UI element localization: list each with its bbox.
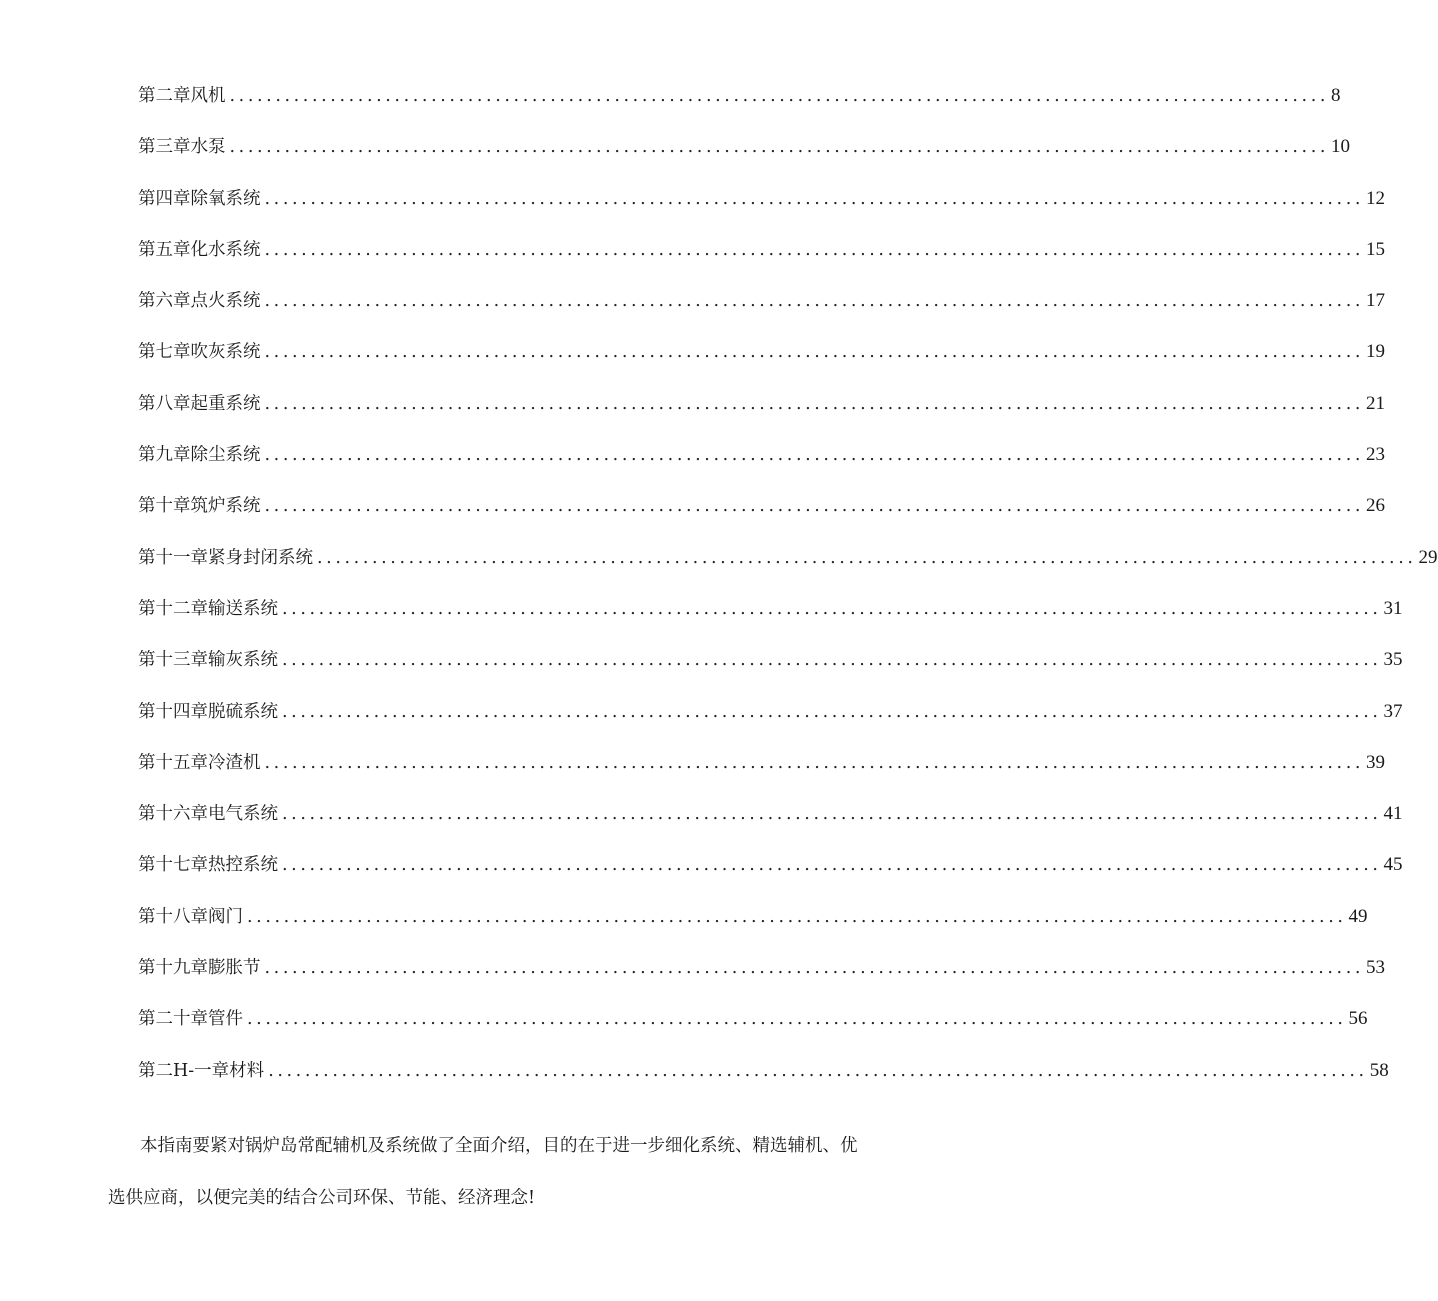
toc-entry[interactable] <box>138 1007 1368 1058</box>
toc-leader-dots: ........................................................................................................................ <box>264 188 1365 209</box>
toc-entry[interactable] <box>138 905 1368 956</box>
toc-leader-dots: ........................................................................................................................ <box>229 137 1330 158</box>
table-of-contents <box>138 84 1438 1110</box>
toc-entry-title: 第十四章脱硫系统 <box>138 701 278 722</box>
toc-leader-dots: ........................................................................................................................ <box>264 239 1365 260</box>
toc-leader-dots: ........................................................................................................................ <box>264 342 1365 363</box>
toc-entry-page: 23 <box>1366 444 1386 466</box>
intro-paragraph: 本指南要紧对锅炉岛常配辅机及系统做了全面介绍，目的在于进一步细化系统、精选辅机、优选供应商，以便完美的结合公司环保、节能、经济理念! <box>108 1136 858 1208</box>
toc-entry-page: 45 <box>1383 854 1403 876</box>
toc-entry[interactable] <box>138 340 1386 391</box>
toc-entry[interactable] <box>138 443 1386 494</box>
toc-leader-dots: ........................................................................................................................ <box>282 650 1382 671</box>
toc-entry-title: 第十三章输灰系统 <box>138 650 278 671</box>
toc-entry[interactable] <box>138 853 1403 904</box>
toc-entry-page: 53 <box>1366 957 1386 979</box>
toc-leader-dots: ........................................................................................................................ <box>264 958 1365 979</box>
toc-entry[interactable] <box>138 135 1351 186</box>
toc-entry-title: 第十八章阀门 <box>138 906 243 927</box>
toc-leader-dots: ........................................................................................................................ <box>264 752 1365 773</box>
toc-entry-title: 第十五章冷渣机 <box>138 752 261 773</box>
toc-entry[interactable] <box>138 648 1403 699</box>
toc-leader-dots: ........................................................................................................................ <box>264 393 1365 414</box>
toc-entry[interactable] <box>138 494 1386 545</box>
toc-leader-dots: ........................................................................................................................ <box>247 1009 1347 1030</box>
toc-leader-dots: ........................................................................................................................ <box>317 547 1417 568</box>
toc-leader-dots: ........................................................................................................................ <box>282 701 1382 722</box>
toc-entry[interactable] <box>138 238 1386 289</box>
toc-entry-title: 第十章筑炉系统 <box>138 496 261 517</box>
toc-entry-page: 31 <box>1383 597 1403 619</box>
toc-entry-title: 第四章除氧系统 <box>138 188 261 209</box>
toc-entry[interactable] <box>138 751 1386 802</box>
toc-entry-page: 35 <box>1383 649 1403 671</box>
toc-entry-title: 第二十章管件 <box>138 1009 243 1030</box>
toc-entry-page: 17 <box>1366 290 1386 312</box>
toc-entry-title: 第三章水泵 <box>138 137 226 158</box>
toc-entry-title: 第六章点火系统 <box>138 291 261 312</box>
toc-entry[interactable] <box>138 597 1403 648</box>
toc-entry-page: 8 <box>1331 85 1341 106</box>
toc-entry[interactable] <box>138 546 1438 597</box>
toc-entry[interactable] <box>138 802 1403 853</box>
toc-leader-dots: ........................................................................................................................ <box>229 86 1330 106</box>
toc-entry-page: 26 <box>1366 495 1386 517</box>
toc-leader-dots: ........................................................................................................................ <box>264 291 1365 312</box>
toc-entry-title: 第二章风机 <box>138 86 226 106</box>
toc-entry-page: 19 <box>1366 341 1386 363</box>
toc-entry-title: 第五章化水系统 <box>138 239 261 260</box>
toc-leader-dots: ........................................................................................................................ <box>268 1060 1368 1081</box>
toc-entry-page: 10 <box>1331 136 1351 158</box>
toc-leader-dots: ........................................................................................................................ <box>264 445 1365 466</box>
toc-entry[interactable] <box>138 700 1403 751</box>
toc-entry-title: 第七章吹灰系统 <box>138 342 261 363</box>
toc-entry-title: 第十二章输送系统 <box>138 598 278 619</box>
toc-entry-page: 58 <box>1369 1059 1389 1081</box>
toc-entry[interactable] <box>138 84 1341 135</box>
toc-leader-dots: ........................................................................................................................ <box>247 906 1347 927</box>
toc-leader-dots: ........................................................................................................................ <box>282 855 1382 876</box>
toc-entry-page: 56 <box>1348 1008 1368 1030</box>
toc-entry-page: 49 <box>1348 905 1368 927</box>
toc-leader-dots: ........................................................................................................................ <box>282 598 1382 619</box>
toc-entry-page: 12 <box>1366 187 1386 209</box>
toc-entry-title: 第十七章热控系统 <box>138 855 278 876</box>
toc-entry-title: 第二H-一章材料 <box>138 1060 265 1081</box>
toc-entry[interactable] <box>138 187 1386 238</box>
toc-entry-title: 第九章除尘系统 <box>138 445 261 466</box>
toc-entry[interactable] <box>138 289 1386 340</box>
toc-entry-page: 41 <box>1383 803 1403 825</box>
toc-leader-dots: ........................................................................................................................ <box>282 804 1382 825</box>
toc-entry-page: 39 <box>1366 751 1386 773</box>
toc-entry-title: 第十六章电气系统 <box>138 804 278 825</box>
toc-entry-page: 21 <box>1366 392 1386 414</box>
toc-leader-dots: ........................................................................................................................ <box>264 496 1365 517</box>
toc-entry[interactable] <box>138 392 1386 443</box>
toc-entry-page: 37 <box>1383 700 1403 722</box>
toc-entry-title: 第八章起重系统 <box>138 393 261 414</box>
toc-entry-title: 第十九章膨胀节 <box>138 958 261 979</box>
toc-entry-page: 15 <box>1366 238 1386 260</box>
toc-entry[interactable] <box>138 956 1386 1007</box>
toc-entry-title: 第十一章紧身封闭系统 <box>138 547 313 568</box>
toc-entry[interactable] <box>138 1059 1389 1110</box>
toc-entry-page: 29 <box>1418 546 1438 568</box>
